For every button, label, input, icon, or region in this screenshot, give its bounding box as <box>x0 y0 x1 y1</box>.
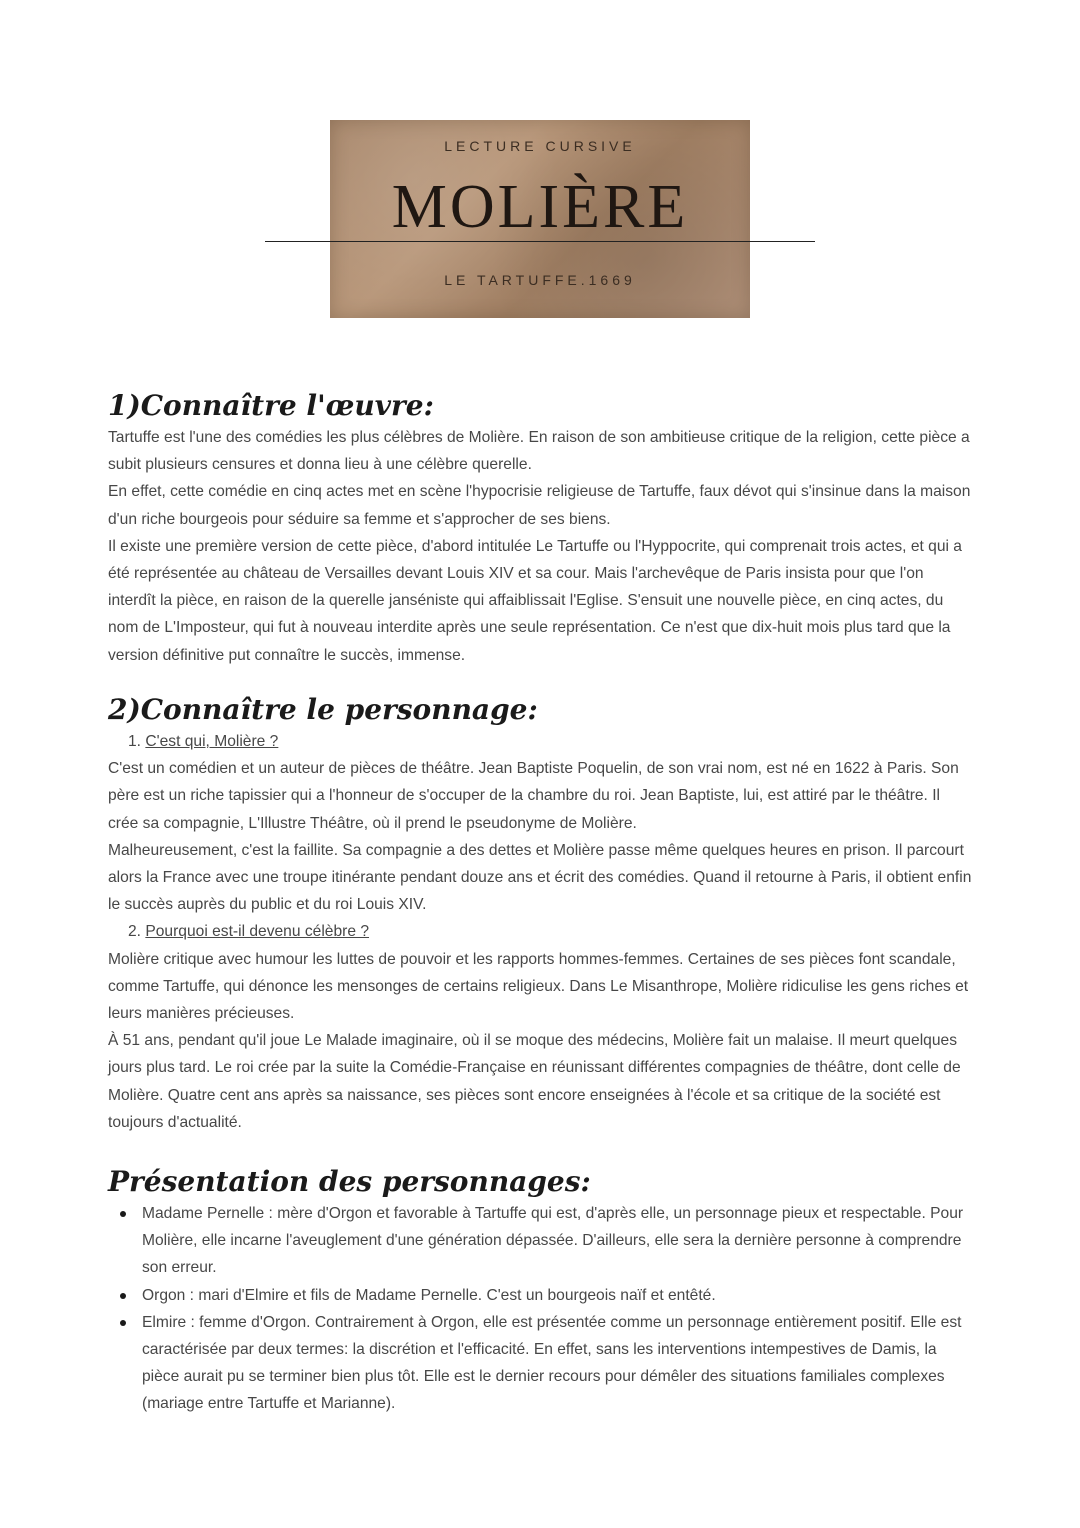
list-item: Elmire : femme d'Orgon. Contrairement à Orgon, elle est présentée comme un personnage entièrement positif. Elle est caractérisée par deux termes: la discrétion et l'efficacité. En effet, sans les interventions intempestives de Damis, la pièce aurait pu se terminer bien plus tôt. Elle est le dernier recours pour démêler des situations familiales complexes (mariage entre Tartuffe et Marianne). <box>108 1309 974 1418</box>
banner-kicker: LECTURE CURSIVE <box>444 138 636 154</box>
paragraph: En effet, cette comédie en cinq actes met en scène l'hypocrisie religieuse de Tartuffe, faux dévot qui s'insinue dans la maison d'un riche bourgeois pour séduire sa femme et s'approcher de ses biens. <box>108 483 971 528</box>
paragraph: Il existe une première version de cette pièce, d'abord intitulée Le Tartuffe ou l'Hyppocrite, qui comprenait trois actes, et qui a été représentée au château de Versailles devant Louis XIV et sa cour. Mais l'archevêque de Paris insista pour que l'on interdît la pièce, en raison de la querelle janséniste qui affaiblissait l'Eglise. S'ensuit une nouvelle pièce, en cinq actes, du nom de L'Imposteur, qui fut à nouveau interdite après une seule représentation. Ce n'est que dix-huit mois plus tard que la version définitive put connaître le succès, immense. <box>108 537 962 664</box>
title-banner <box>330 120 750 318</box>
paragraph: Molière critique avec humour les luttes de pouvoir et les rapports hommes-femmes. Certaines de ses pièces font scandale, comme Tartuffe, qui dénonce les mensonges de certains religieux. Dans Le Misanthrope, Molière ridiculise les gens riches et leurs manières précieuses. <box>108 950 969 1023</box>
paragraph: Malheureusement, c'est la faillite. Sa compagnie a des dettes et Molière passe même quelques heures en prison. Il parcourt alors la France avec une troupe itinérante pendant douze ans et écrit des comédies. Quand il retourne à Paris, il obtient enfin le succès auprès du public et du roi Louis XIV. <box>108 841 972 914</box>
subheading-q1 <box>128 728 974 755</box>
paragraph: Tartuffe est l'une des comédies les plus célèbres de Molière. En raison de son ambitieuse critique de la religion, cette pièce a subit plusieurs censures et donna lieu à une célèbre querelle. <box>108 429 970 474</box>
section-presentation <box>108 1164 974 1418</box>
list-item: Orgon : mari d'Elmire et fils de Madame Pernelle. C'est un bourgeois naïf et entêté. <box>108 1282 974 1309</box>
section-heading: Présentation des personnages: <box>108 1165 591 1198</box>
list-item: Madame Pernelle : mère d'Orgon et favorable à Tartuffe qui est, d'après elle, un personnage pieux et respectable. Pour Molière, elle incarne l'aveuglement d'une génération dépassée. D'ailleurs, elle sera la dernière personne à comprendre son erreur. <box>108 1200 974 1282</box>
section-heading: 1)Connaître l'œuvre: <box>108 389 434 422</box>
subheading-label: C'est qui, Molière ? <box>145 733 279 750</box>
paragraph: À 51 ans, pendant qu'il joue Le Malade imaginaire, où il se moque des médecins, Molière fait un malaise. Il meurt quelques jours plus tard. Le roi crée par la suite la Comédie-Française en réunissant différentes compagnies de théâtre, dont celle de Molière. Quatre cent ans après sa naissance, ses pièces sont encore enseignées à l'école et sa critique de la société est toujours d'actualité. <box>108 1032 961 1131</box>
banner-title: MOLIÈRE <box>391 173 689 241</box>
section-heading: 2)Connaître le personnage: <box>108 693 538 726</box>
subheading-number: 1. <box>128 733 142 750</box>
character-list <box>108 1200 974 1418</box>
banner-subtitle: LE TARTUFFE.1669 <box>444 272 636 288</box>
section-oeuvre <box>108 388 974 669</box>
banner-rule <box>265 241 815 242</box>
paragraph: C'est un comédien et un auteur de pièces de théâtre. Jean Baptiste Poquelin, de son vrai nom, est né en 1622 à Paris. Son père est un riche tapissier qui a l'honneur de s'occuper de la chambre du roi. Jean Baptiste, lui, est attiré par le théâtre. Il crée sa compagnie, L'Illustre Théâtre, où il prend le pseudonyme de Molière. <box>108 760 959 832</box>
subheading-label: Pourquoi est-il devenu célèbre ? <box>145 923 370 941</box>
section-personnage <box>108 692 974 1136</box>
subheading-q2 <box>128 918 974 945</box>
subheading-number: 2. <box>128 923 142 941</box>
